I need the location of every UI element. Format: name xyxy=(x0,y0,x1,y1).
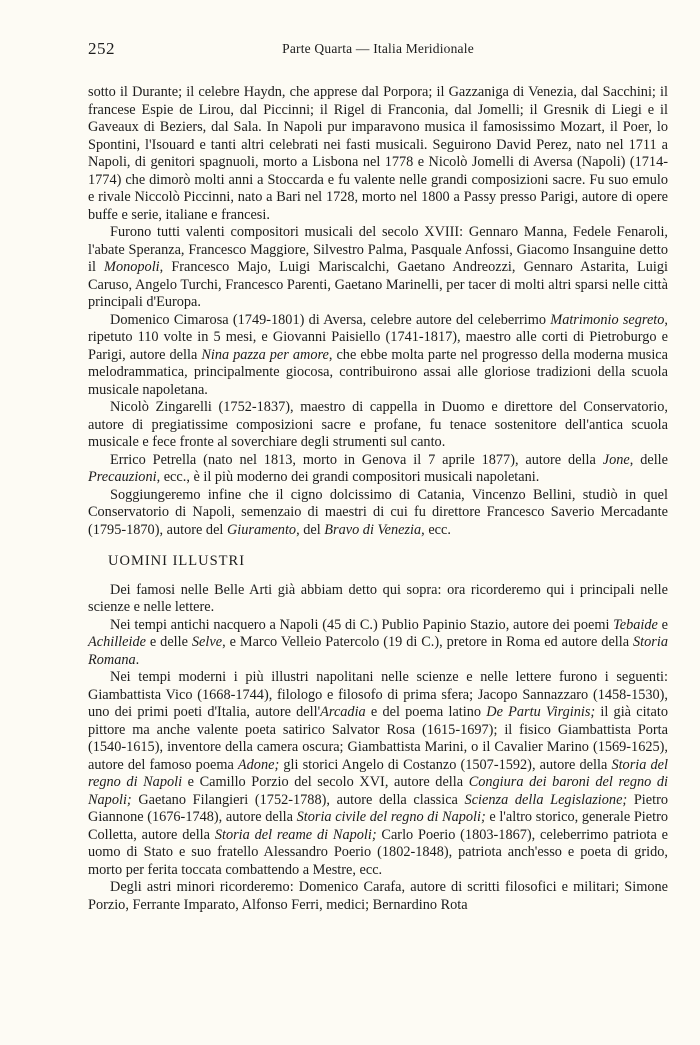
text-run: Domenico Cimarosa (1749-1801) di Aversa, celebre autore del celeberrimo xyxy=(110,311,551,328)
italic-title: Matrimonio segreto xyxy=(550,311,665,328)
paragraph-p9 xyxy=(88,669,668,879)
italic-title: De Partu Virginis; xyxy=(486,704,596,720)
italic-title: Tebaide xyxy=(613,616,658,633)
paragraph-p3 xyxy=(88,312,668,400)
text-run: gli storici Angelo di Costanzo (1507-1592), autore della xyxy=(279,756,612,773)
italic-title: Precauzioni xyxy=(88,469,157,485)
running-head xyxy=(88,38,668,60)
running-title: Parte Quarta — Italia Meridionale xyxy=(282,41,474,56)
text-run: , ripetuto 110 volte in 5 mesi, e Giovanni Paisiello (1741-1817), maestro alle corti di Pietroburgo e Parigi, autore della xyxy=(88,311,668,363)
section-heading xyxy=(108,553,668,571)
text-run: e l'altro storico, generale Pietro Colletta, autore della xyxy=(88,809,668,843)
text-run: Nei tempi antichi nacquero a Napoli (45 di C.) Publio Papinio Stazio, autore dei poemi xyxy=(110,616,614,633)
text-run: sotto il Durante; il celebre Haydn, che apprese dal Porpora; il Gazzaniga di Venezia, dal Sacchini; il francese Espie de Lirou, dal Piccinni; il Rigel di Franconia, dal Jomelli; il Gresnik di Liegi e il Gaveaux di Beziers, dal Sala. In Napoli pur imparavono musica il famosissimo Mozart, il Poer, lo Spontini, l'Isouard e tanti altri celebrati nei fasti musicali. Seguirono David Perez, nato nel 1711 a Napoli, di genitori spagnuoli, morto a Lisbona nel 1778 e Nicolò Jomelli di Aversa (Napoli) (1714-1774) che dimorò molti anni a Stoccarda e fu valente nelle grandi composizioni sacre. Fu suo emulo e rivale Niccolò Piccinni, nato a Bari nel 1728, morto nel 1800 a Passy presso Parigi, autore di opere buffe e serie, italiane e francesi. xyxy=(88,84,668,223)
italic-title: Storia del reame di Napoli; xyxy=(214,826,377,843)
italic-title: Achilleide xyxy=(88,634,146,650)
text-run: UOMINI ILLUSTRI xyxy=(108,553,246,569)
text-run: e del poema latino xyxy=(365,704,487,720)
text-run: il già citato pittore ma anche valente poeta satirico Salvator Rosa (1615-1697); il fisico Giambattista Porta (1540-1615), inventore della camera oscura; Giambattista Marini, o il Cavalier Marino (1569-1625), autore del famoso poema xyxy=(88,704,668,773)
text-run: , e Marco Velleio Patercolo (19 di C.), pretore in Roma ed autore della xyxy=(222,634,634,650)
text-run: Degli astri minori ricorderemo: Domenico Carafa, autore di scritti filosofici e militari; Simone Porzio, Ferrante Imparato, Alfonso Ferri, medici; Bernardino Rota xyxy=(88,879,668,913)
text-run: Nei tempi moderni i più illustri napolitani nelle scienze e nelle lettere furono i seguenti: Giambattista Vico (1668-1744), filologo e filosofo di prima sfera; Jacopo Sannazzaro (1458-1530), uno dei primi poeti d'Italia, autore dell' xyxy=(88,669,668,720)
paragraph-p2 xyxy=(88,224,668,312)
text-run: , ecc., è il più moderno dei grandi compositori musicali napoletani. xyxy=(156,469,540,485)
italic-title: Congiura dei baroni del regno di Napoli; xyxy=(88,774,668,808)
paragraph-p7 xyxy=(88,582,668,617)
text-run: Gaetano Filangieri (1752-1788), autore della classica xyxy=(131,791,465,808)
text-run: , del xyxy=(296,521,325,538)
italic-title: Storia del regno di Napoli xyxy=(88,756,668,790)
italic-title: Jone xyxy=(602,451,630,468)
page-number: 252 xyxy=(88,39,115,58)
italic-title: Nina pazza per amore xyxy=(201,346,329,363)
italic-title: Storia civile del regno di Napoli; xyxy=(296,809,486,825)
italic-title: Monopoli xyxy=(104,259,160,275)
italic-title: Bravo di Venezia xyxy=(324,521,422,538)
italic-title: Scienza della Legislazione; xyxy=(464,791,628,808)
text-run: Furono tutti valenti compositori musicali del secolo XVIII: Gennaro Manna, Fedele Fenaroli, l'abate Speranza, Francesco Maggiore, Silvestro Palma, Pasquale Anfossi, Giacomo Insanguine detto il xyxy=(88,224,668,275)
body-text xyxy=(88,84,668,914)
text-run: e xyxy=(657,616,668,633)
italic-title: Selve xyxy=(191,634,223,650)
italic-title: Adone; xyxy=(237,756,280,773)
text-run: Errico Petrella (nato nel 1813, morto in Genova il 7 aprile 1877), autore della xyxy=(110,451,603,468)
paragraph-p1 xyxy=(88,84,668,224)
text-run: e Camillo Porzio del secolo XVI, autore della xyxy=(182,774,469,790)
text-run: e delle xyxy=(145,634,192,650)
text-run: Soggiungeremo infine che il cigno dolcissimo di Catania, Vincenzo Bellini, studiò in quel Conservatorio di Napoli, semenzaio di maestri di cui fu direttore Francesco Saverio Mercadante (1795-1870), autore del xyxy=(88,486,668,538)
text-run: Dei famosi nelle Belle Arti già abbiam detto qui sopra: ora ricorderemo qui i principali nelle scienze e nelle lettere. xyxy=(88,581,668,615)
italic-title: Arcadia xyxy=(320,704,366,720)
paragraph-p5 xyxy=(88,452,668,487)
text-run: . xyxy=(135,651,140,668)
paragraph-p6 xyxy=(88,487,668,540)
text-run: , ecc. xyxy=(421,521,451,538)
text-run: , Francesco Majo, Luigi Mariscalchi, Gaetano Andreozzi, Gennaro Astarita, Luigi Caruso, Angelo Turchi, Francesco Parenti, Gaetano Marinelli, per tacer di molti altri sparsi nelle città principali d'Europa. xyxy=(88,259,668,310)
paragraph-p4 xyxy=(88,399,668,452)
paragraph-p8 xyxy=(88,617,668,670)
text-run: , delle xyxy=(629,451,668,468)
text-run: Nicolò Zingarelli (1752-1837), maestro di cappella in Duomo e direttore del Conservatorio, autore di pregiatissime composizioni sacre e profane, fu tenace sostenitore dell'antica scuola musicale e fece fronte al soverchiare degli strumenti sul canto. xyxy=(88,399,668,450)
italic-title: Storia Romana xyxy=(88,634,668,668)
text-run: Pietro Giannone (1676-1748), autore della xyxy=(88,791,668,825)
italic-title: Giuramento xyxy=(226,521,297,538)
paragraph-p10 xyxy=(88,879,668,914)
text-run: , che ebbe molta parte nel progresso della moderna musica melodrammatica, principalmente giocosa, contribuirono assai alle gloriose tradizioni della scuola musicale napoletana. xyxy=(88,346,669,398)
text-run: Carlo Poerio (1803-1867), celeberrimo patriota e uomo di Stato e suo fratello Alessandro Poerio (1802-1848), patriota anch'esso e poeta di grido, morto per ferita toccata combattendo a Mestre, ecc. xyxy=(88,826,668,878)
